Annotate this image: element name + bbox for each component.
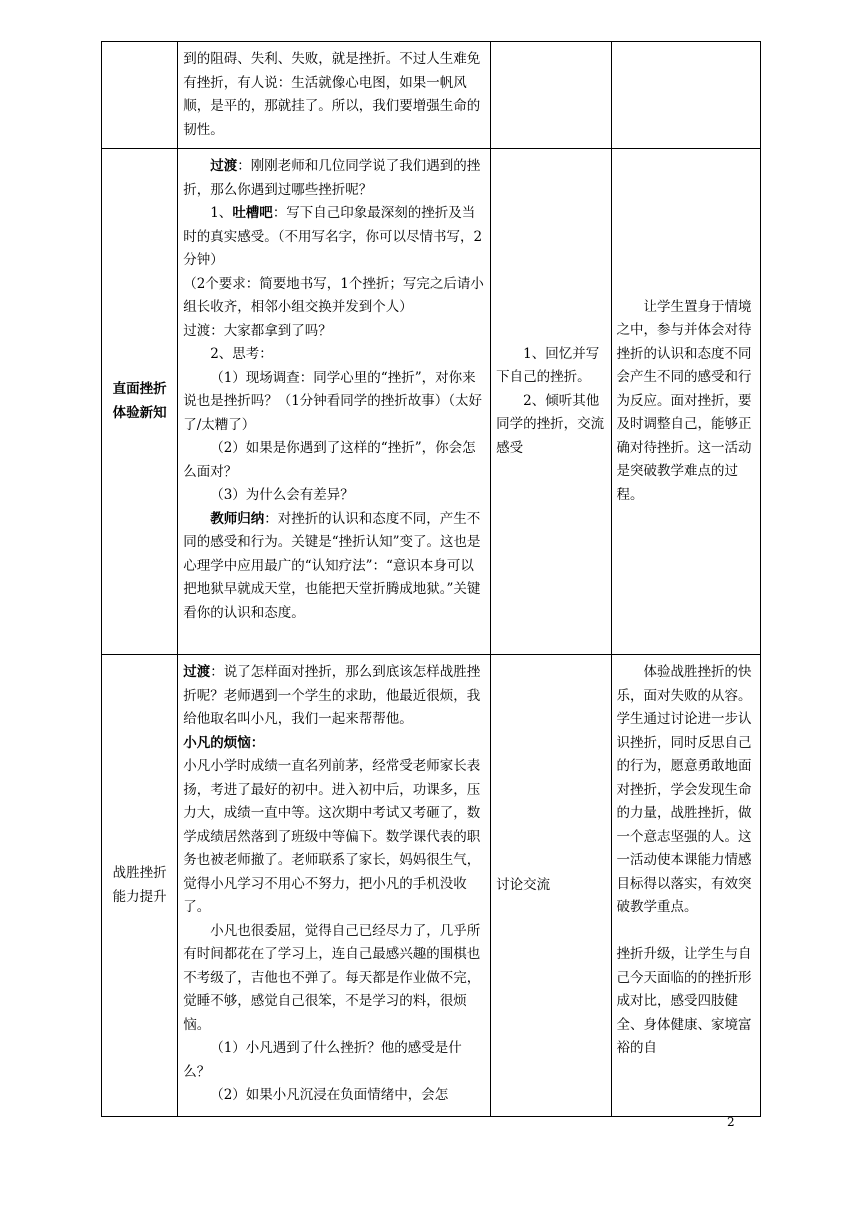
paragraph: 2、思考： <box>210 346 273 362</box>
paragraph <box>183 155 485 202</box>
page-number: 2 <box>727 1115 735 1129</box>
stage-cell <box>102 42 178 149</box>
paragraph: 2、倾听其他同学的挫折，交流感受 <box>496 392 605 456</box>
stage-cell <box>102 655 178 1117</box>
label: 教师归纳 <box>210 510 265 527</box>
teacher-activity-cell <box>178 655 491 1117</box>
teacher-activity-cell <box>178 149 491 655</box>
paragraph: 小凡也很委屈，觉得自己已经尽力了，几乎所有时间都花在了学习上，连自己最感兴趣的围棋也不考级了，吉他也不弹了。每天都是作业做不完，觉睡不够，感觉自己很笨，不是学习的料，很烦恼。 <box>183 922 481 1033</box>
paragraph: 到的阻碍、失利、失败，就是挫折。不过人生难免有挫折，有人说：生活就像心电图，如果一帆风顺，是平的，那就挂了。所以，我们要增强生命的韧性。 <box>183 51 481 138</box>
student-activity-cell <box>491 655 611 1117</box>
design-intent-cell <box>611 655 760 1117</box>
paragraph: （3）为什么会有差异？ <box>210 487 354 503</box>
table-row <box>102 42 761 149</box>
paragraph: （2）如果是你遇到了这样的“挫折”，你会怎么面对？ <box>183 440 476 480</box>
stage-label: 直面挫折体验新知 <box>112 381 167 421</box>
paragraph: 挫折升级，让学生与自己今天面临的的挫折形成对比，感受四肢健全、身体健康、家境富裕的自 <box>616 946 752 1056</box>
text: ：刚刚老师和几位同学说了我们遇到的挫折，那么你遇到过哪些挫折呢？ <box>183 158 481 198</box>
paragraph: 小凡小学时成绩一直名列前茅，经常受老师家长表扬，考进了最好的初中。进入初中后，功课多，压力大，成绩一直中等。这次期中考试又考砸了，数学成绩居然落到了班级中等偏下。数学课代表的职务也被老师撤了。老师联系了家长，妈妈很生气，觉得小凡学习不用心不努力，把小凡的手机没收了。 <box>183 758 481 915</box>
spacer <box>617 920 755 944</box>
text: ：说了怎样面对挫折，那么到底该怎样战胜挫折呢？老师遇到一个学生的求助，他最近很烦，我给他取名叫小凡，我们一起来帮帮他。 <box>183 664 481 727</box>
stage-cell <box>102 149 178 655</box>
teacher-activity-cell <box>178 42 491 149</box>
table-row <box>102 655 761 1117</box>
text: ：对挫折的认识和态度不同，产生不同的感受和行为。关键是“挫折认知”变了。这也是心理学中应用最广的“认知疗法”：“意识本身可以把地狱早就成天堂，也能把天堂折腾成地狱。”关键看你的认识和态度。 <box>183 510 481 621</box>
paragraph <box>183 508 485 626</box>
label: 过渡 <box>183 664 211 680</box>
paragraph: （1）现场调查：同学心里的“挫折”，对你来说也是挫折吗？（1分钟看同学的挫折故事）（太好了/太糟了） <box>183 369 483 433</box>
story-title: 小凡的烦恼： <box>183 734 265 751</box>
lesson-plan-table <box>101 41 761 1117</box>
paragraph: （2）如果小凡沉浸在负面情绪中，会怎 <box>210 1087 449 1103</box>
student-activity-cell <box>491 149 611 655</box>
table-row <box>102 149 761 655</box>
paragraph: 过渡：大家都拿到了吗？ <box>183 322 332 339</box>
paragraph: （2个要求：简要地书写，1个挫折；写完之后请小组长收齐，相邻小组交换并发到个人） <box>183 275 484 315</box>
paragraph <box>183 661 485 732</box>
stage-label: 战胜挫折能力提升 <box>112 865 167 905</box>
paragraph: 让学生置身于情境之中，参与并体会对待挫折的认识和态度不同会产生不同的感受和行为反应。面对挫折，要及时调整自己，能够正确对待挫折。这一活动是突破教学难点的过程。 <box>616 298 752 503</box>
design-intent-cell <box>611 42 760 149</box>
paragraph: 讨论交流 <box>496 876 551 893</box>
text: ：写下自己印象最深刻的挫折及当时的真实感受。（不用写名字，你可以尽情书写，2分钟） <box>183 205 483 268</box>
label: 吐槽吧 <box>232 205 273 221</box>
text: 1、 <box>210 205 233 221</box>
paragraph <box>183 202 485 273</box>
label: 过渡 <box>210 158 238 174</box>
student-activity-cell <box>491 42 611 149</box>
paragraph: 体验战胜挫折的快乐，面对失败的从容。学生通过讨论进一步认识挫折，同时反思自己的行为，愿意勇敢地面对挫折，学会发现生命的力量，战胜挫折，做一个意志坚强的人。这一活动使本课能力情感目标得以落实，有效突破教学重点。 <box>616 664 752 915</box>
paragraph: 1、回忆并写下自己的挫折。 <box>496 345 600 386</box>
paragraph: （1）小凡遇到了什么挫折？他的感受是什么？ <box>183 1040 462 1080</box>
design-intent-cell <box>611 149 760 655</box>
